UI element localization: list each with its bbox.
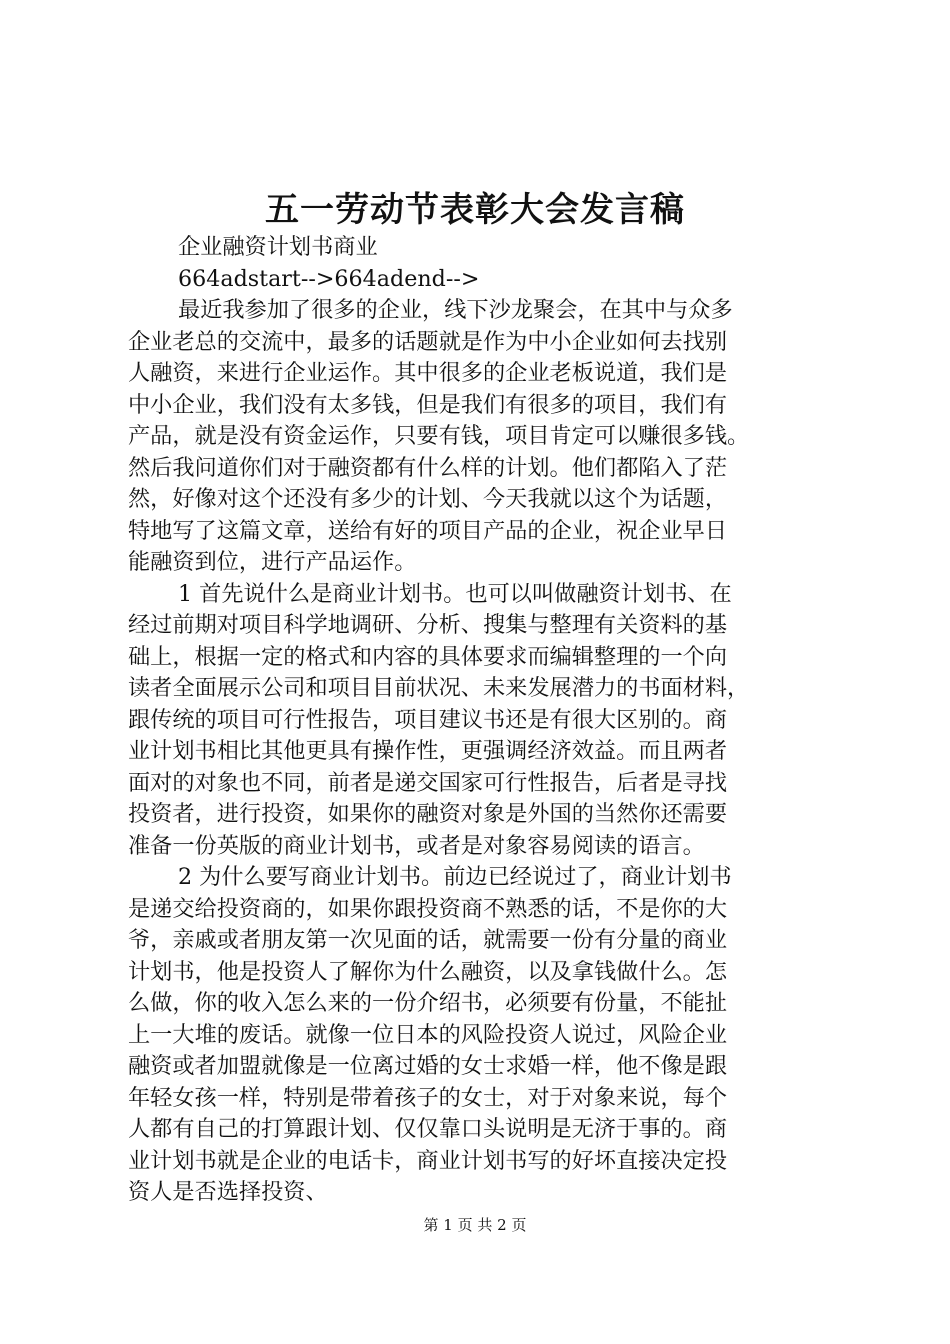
text-line: 业计划书相比其他更具有操作性，更强调经济效益。而且两者 xyxy=(128,738,728,764)
text-line: 准备一份英版的商业计划书，或者是对象容易阅读的语言。 xyxy=(128,832,705,859)
text-line: 中小企业，我们没有太多钱，但是我们有很多的项目，我们有 xyxy=(128,391,728,418)
text-line: 人融资，来进行企业运作。其中很多的企业老板说道，我们是 xyxy=(128,360,728,386)
text-line: 么做，你的收入怎么来的一份介绍书，必须要有份量，不能扯 xyxy=(128,990,728,1016)
text-line: 面对的对象也不同，前者是递交国家可行性报告，后者是寻找 xyxy=(128,769,728,796)
text-line: 企业老总的交流中，最多的话题就是作为中小企业如何去找别 xyxy=(128,328,728,355)
text-line: 资人是否选择投资、 xyxy=(128,1179,328,1205)
text-line: 然后我问道你们对于融资都有什么样的计划。他们都陷入了茫 xyxy=(128,454,728,481)
text-line: 人都有自己的打算跟计划、仅仅靠口头说明是无济于事的。商 xyxy=(128,1116,728,1142)
text-line: 经过前期对项目科学地调研、分析、搜集与整理有关资料的基 xyxy=(128,612,728,638)
text-line: 爷，亲戚或者朋友第一次见面的话，就需要一份有分量的商业 xyxy=(128,927,728,953)
text-line: 读者全面展示公司和项目目前状况、未来发展潜力的书面材料， xyxy=(128,675,750,701)
text-line: 能融资到位，进行产品运作。 xyxy=(128,549,417,575)
text-line: 特地写了这篇文章，送给有好的项目产品的企业，祝企业早日 xyxy=(128,517,728,544)
text-line: 业计划书就是企业的电话卡，商业计划书写的好坏直接决定投 xyxy=(128,1147,728,1174)
text-line: 2 为什么要写商业计划书。前边已经说过了，商业计划书 xyxy=(178,864,732,890)
text-line: 是递交给投资商的，如果你跟投资商不熟悉的话，不是你的大 xyxy=(128,895,728,922)
text-line: 产品，就是没有资金运作，只要有钱，项目肯定可以赚很多钱。 xyxy=(128,423,750,449)
text-line: 最近我参加了很多的企业，线下沙龙聚会，在其中与众多 xyxy=(178,297,733,323)
text-line: 然，好像对这个还没有多少的计划、今天我就以这个为话题， xyxy=(128,486,728,512)
text-line: 664adstart-->664adend--> xyxy=(178,265,480,292)
document-body xyxy=(128,232,828,1209)
text-line: 企业融资计划书商业 xyxy=(178,234,378,260)
text-line: 1 首先说什么是商业计划书。也可以叫做融资计划书、在 xyxy=(178,580,732,607)
text-line: 投资者，进行投资，如果你的融资对象是外国的当然你还需要 xyxy=(128,801,728,827)
text-line: 年轻女孩一样，特别是带着孩子的女士，对于对象来说，每个 xyxy=(128,1084,728,1111)
text-line: 础上，根据一定的格式和内容的具体要求而编辑整理的一个向 xyxy=(128,643,728,670)
text-line: 跟传统的项目可行性报告，项目建议书还是有很大区别的。商 xyxy=(128,706,728,733)
text-line: 计划书，他是投资人了解你为什么融资，以及拿钱做什么。怎 xyxy=(128,958,728,985)
page-footer: 第 1 页 共 2 页 xyxy=(423,1216,527,1234)
text-line: 上一大堆的废话。就像一位日本的风险投资人说过，风险企业 xyxy=(128,1021,728,1048)
text-line: 融资或者加盟就像是一位离过婚的女士求婚一样，他不像是跟 xyxy=(128,1053,728,1079)
document-title: 五一劳动节表彰大会发言稿 xyxy=(265,190,685,230)
